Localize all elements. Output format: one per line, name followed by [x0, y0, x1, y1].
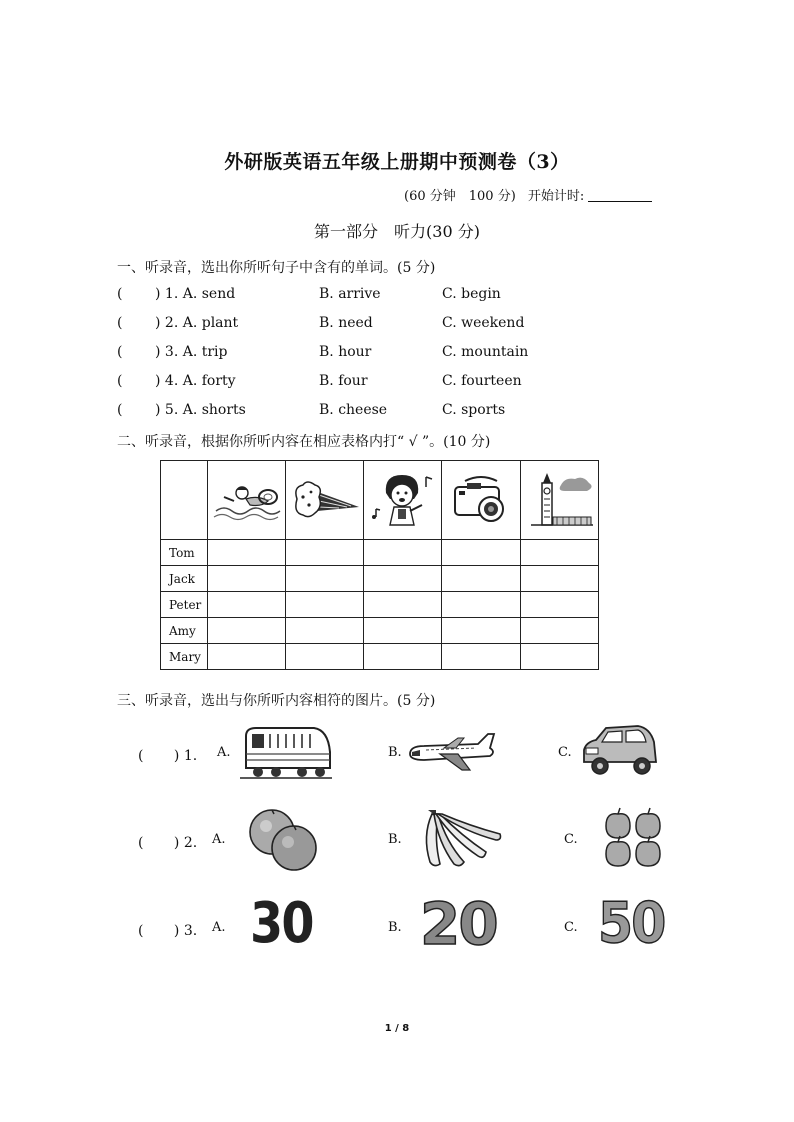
answer-cell[interactable] [364, 540, 442, 566]
apples-icon [602, 806, 664, 872]
option-c-label: C. [564, 920, 578, 935]
paren-open: ( [138, 835, 144, 851]
answer-cell[interactable] [364, 618, 442, 644]
s3-question-2 [138, 835, 197, 851]
paren-open: ( [117, 315, 123, 331]
singing-girl-picture-cell [364, 461, 442, 540]
question-number: ) 2. A. plant [155, 315, 239, 331]
s3-question-3 [138, 923, 197, 939]
camera-icon [447, 473, 515, 527]
option-c-label: C. [564, 832, 578, 847]
question-number: ) 5. A. shorts [155, 402, 246, 418]
name-cell: Mary [161, 644, 208, 670]
option-c-label: C. [558, 745, 572, 760]
paren-open: ( [117, 286, 123, 302]
swimming-picture-cell [208, 461, 286, 540]
s1-question-2 [117, 315, 677, 335]
answer-cell[interactable] [442, 566, 521, 592]
airplane-icon [406, 728, 498, 774]
answer-cell[interactable] [286, 566, 364, 592]
exam-meta [404, 185, 652, 204]
section2-heading: 二、听录音，根据你所听内容在相应表格内打“ √ ”。(10 分) [117, 434, 491, 450]
answer-cell[interactable] [521, 618, 599, 644]
option-b-label: B. [388, 920, 402, 935]
option-c: C. mountain [442, 344, 529, 360]
page-title: 外研版英语五年级上册期中预测卷（3） [224, 151, 570, 173]
answer-cell[interactable] [364, 592, 442, 618]
oranges-icon [240, 806, 326, 872]
answer-cell[interactable] [208, 618, 286, 644]
option-c: C. fourteen [442, 373, 522, 389]
car-icon [580, 722, 660, 780]
name-cell: Tom [161, 540, 208, 566]
answer-cell[interactable] [442, 592, 521, 618]
s1-question-4 [117, 373, 677, 393]
option-b: B. four [319, 373, 368, 389]
option-a-label: A. [212, 920, 226, 935]
section3-heading: 三、听录音，选出与你所听内容相符的图片。(5 分) [117, 693, 436, 709]
option-b-label: B. [388, 832, 402, 847]
s1-question-5 [117, 402, 677, 422]
paren-open: ( [117, 402, 123, 418]
number-twenty: 20 [420, 890, 497, 958]
option-b: B. need [319, 315, 373, 331]
option-b: B. cheese [319, 402, 388, 418]
paren-open: ( [138, 923, 144, 939]
start-time-label: 开始计时: [527, 189, 585, 204]
option-b-label: B. [388, 745, 402, 760]
time-score: (60 分钟 100 分) [404, 189, 516, 204]
ice-cream-picture-cell [286, 461, 364, 540]
answer-cell[interactable] [442, 540, 521, 566]
section1-heading: 一、听录音，选出你所听句子中含有的单词。(5 分) [117, 260, 436, 276]
part-heading: 第一部分 听力(30 分) [314, 222, 480, 241]
answer-cell[interactable] [208, 540, 286, 566]
paren-open: ( [117, 344, 123, 360]
swimming-icon [212, 477, 282, 523]
train-icon [240, 722, 332, 782]
answer-cell[interactable] [208, 644, 286, 670]
option-a-label: A. [212, 832, 226, 847]
answer-cell[interactable] [286, 540, 364, 566]
table-row [161, 566, 599, 592]
question-number: ) 2. [173, 835, 198, 851]
s1-question-1 [117, 286, 677, 306]
start-time-blank [588, 190, 652, 202]
paren-open: ( [117, 373, 123, 389]
ice-cream-icon [289, 477, 361, 523]
option-b: B. arrive [319, 286, 381, 302]
option-b: B. hour [319, 344, 372, 360]
answer-cell[interactable] [521, 592, 599, 618]
table-row [161, 592, 599, 618]
s3-question-1 [138, 748, 197, 764]
table-row [161, 618, 599, 644]
answer-cell[interactable] [286, 618, 364, 644]
corner-cell [161, 461, 208, 540]
bananas-icon [414, 806, 504, 870]
question-number: ) 3. [173, 923, 198, 939]
question-number: ) 4. A. forty [155, 373, 236, 389]
big-ben-icon [525, 469, 595, 531]
question-number: ) 1. [173, 748, 198, 764]
answer-cell[interactable] [521, 540, 599, 566]
answer-cell[interactable] [442, 644, 521, 670]
table-header-row [161, 461, 599, 540]
option-c: C. weekend [442, 315, 525, 331]
option-c: C. begin [442, 286, 501, 302]
answer-cell[interactable] [521, 644, 599, 670]
question-number: ) 1. A. send [155, 286, 236, 302]
paren-open: ( [138, 748, 144, 764]
option-c: C. sports [442, 402, 506, 418]
answer-cell[interactable] [208, 566, 286, 592]
page-number: 1 / 8 [384, 1023, 410, 1034]
answer-cell[interactable] [364, 566, 442, 592]
table-row [161, 644, 599, 670]
question-number: ) 3. A. trip [155, 344, 228, 360]
answer-cell[interactable] [286, 644, 364, 670]
checkmark-table [160, 460, 599, 670]
answer-cell[interactable] [442, 618, 521, 644]
s1-question-3 [117, 344, 677, 364]
big-ben-picture-cell [521, 461, 599, 540]
answer-cell[interactable] [364, 644, 442, 670]
camera-picture-cell [442, 461, 521, 540]
number-thirty: 30 [250, 891, 313, 956]
singing-girl-icon [368, 469, 438, 531]
answer-cell[interactable] [521, 566, 599, 592]
name-cell: Jack [161, 566, 208, 592]
answer-cell[interactable] [208, 592, 286, 618]
table-row [161, 540, 599, 566]
number-fifty: 50 [598, 891, 665, 956]
option-a-label: A. [217, 745, 231, 760]
name-cell: Amy [161, 618, 208, 644]
answer-cell[interactable] [286, 592, 364, 618]
name-cell: Peter [161, 592, 208, 618]
